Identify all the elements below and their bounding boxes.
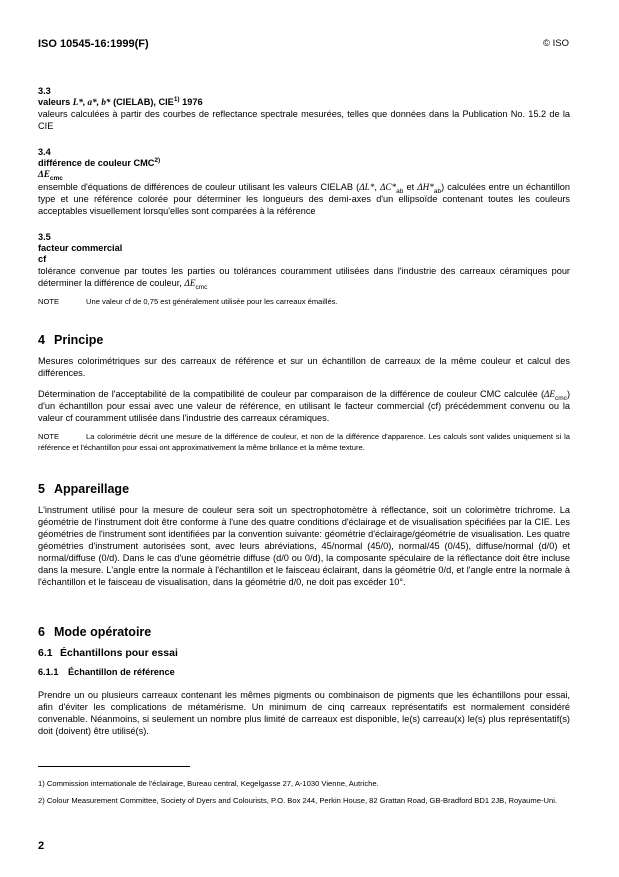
term-cmc: différence de couleur CMC$^{2)}$ bbox=[38, 156, 161, 168]
definition-3-3 bbox=[38, 86, 570, 132]
subsection-heading: 6.1 Échantillons pour essai bbox=[38, 647, 178, 659]
term-symbol: $\Delta E_{cmc}$ bbox=[38, 169, 63, 182]
clause-number: 3.3 bbox=[38, 86, 51, 96]
section-5 bbox=[38, 482, 570, 588]
section-heading: 4 Principe bbox=[38, 333, 104, 347]
subsubsection-heading: 6.1.1 Échantillon de référence bbox=[38, 667, 175, 677]
term-cielab: valeurs L*, a*, b* (CIELAB), CIE$^{1)}$ 1976 bbox=[38, 95, 203, 107]
paragraph: Prendre un ou plusieurs carreaux contenant les mêmes pigments ou combinaison de pigments que les échantillons pour essai, afin d'éviter les complications de métamérisme. Un minimum de cinq carreaux représentatifs est normalement considéré convenable. Néanmoins, si seulement un nombre plus limité de carreaux est disponible, le(s) carreau(x) le(s) plus représentatif(s) doit (doivent) être utilisé(s). bbox=[38, 690, 570, 736]
copyright-notice: © ISO bbox=[542, 38, 569, 49]
paragraph: L'instrument utilisé pour la mesure de couleur sera soit un spectrophotomètre à réflectance, soit un colorimètre trichrome. La géométrie de l'instrument doit être conforme à l'une des quatre conditions d'éclairage et de visualisation spécifiées par la CIE. Les géométries de l'instrument sont identifiées par la convention suivante: géométrie d'éclairage/géométrie de visualisation. Les quatre géométries d'instrument autorisées sont, avec leurs abréviations, 45/normal (45/0), normal/45 (0/45), diffuse/normal (d/0) et normal/diffuse (0/d). Dans le cas d'une géométrie diffuse (d/0 ou 0/d), la composante spéculaire de la réflectance doit être incluse dans la mesure. L'angle entre la normale à l'échantillon et le faisceau éclairant, dans la géométrie 0/d, et l'angle entre la normale à l'échantillon et le faisceau de visualisation, dans la géométrie d/0, ne doit pas excéder 10°. bbox=[38, 505, 570, 587]
term-symbol: cf bbox=[38, 254, 47, 264]
definition-3-5 bbox=[38, 232, 570, 307]
footnote-separator bbox=[38, 766, 190, 767]
term-commercial-factor: facteur commercial bbox=[38, 243, 123, 253]
definition-text: valeurs calculées à partir des courbes de reflectance spectrale mesurées, telles que données dans la Publication No. 15.2 de la CIE bbox=[38, 109, 570, 131]
section-heading: 6 Mode opératoire bbox=[38, 625, 152, 639]
clause-number: 3.4 bbox=[38, 147, 51, 157]
paragraph: Détermination de l'acceptabilité de la compatibilité de couleur par comparaison de la différence de couleur CMC calculée $(\Delta E_{cmc})$ d'un échantillon pour essai avec une valeur de référence, en utilisant le facteur commercial (cf) précédemment convenu ou la valeur cf couramment utilisée dans l'industrie des carreaux céramiques. bbox=[38, 389, 570, 423]
note: NOTE La colorimétrie décrit une mesure de la différence de couleur, et non de la différence d'apparence. Les calculs sont valides uniquement si la référence et l'échantillon pour essai ont approximativement la même brillance et la même texture. bbox=[38, 432, 570, 452]
footnote-2: 2) Colour Measurement Committee, Society of Dyers and Colourists, P.O. Box 244, Perkin House, 82 Grattan Road, GB-Bradford BD1 2JB, Royaume-Uni. bbox=[38, 796, 557, 805]
section-6 bbox=[38, 625, 570, 737]
note: NOTE Une valeur cf de 0,75 est généralement utilisée pour les carreaux émaillés. bbox=[38, 297, 338, 306]
document-header-title: ISO 10545-16:1999(F) bbox=[38, 38, 149, 50]
footnote-1: 1) Commission internationale de l'éclairage, Bureau central, Kegelgasse 27, A-1030 Vienne, Autriche. bbox=[38, 779, 379, 788]
definition-3-4 bbox=[38, 147, 570, 217]
footnotes bbox=[38, 778, 570, 806]
definition-text: ensemble d'équations de différences de couleur utilisant les valeurs CIELAB (ΔL*, $\Delta C*_{ab}$ et $\Delta H*_{ab}$) calculées entre un échantillon type et une référence colorée pour déterminer les longueurs des demi-axes d'un ellipsoïde contenant toutes les couleurs acceptables visuellement lorsqu'elles sont comparées à la référence bbox=[38, 182, 570, 216]
paragraph: Mesures colorimétriques sur des carreaux de référence et sur un échantillon de carreaux de la même couleur et calcul des différences. bbox=[38, 356, 570, 378]
page-number: 2 bbox=[38, 840, 45, 852]
clause-number: 3.5 bbox=[38, 232, 51, 242]
section-heading: 5 Appareillage bbox=[38, 482, 130, 496]
definition-text: tolérance convenue par toutes les parties ou tolérances couramment utilisées dans l'industrie des carreaux céramiques pour déterminer la différence de couleur, $\Delta E_{cmc}$ bbox=[38, 266, 570, 291]
section-4 bbox=[38, 333, 570, 453]
